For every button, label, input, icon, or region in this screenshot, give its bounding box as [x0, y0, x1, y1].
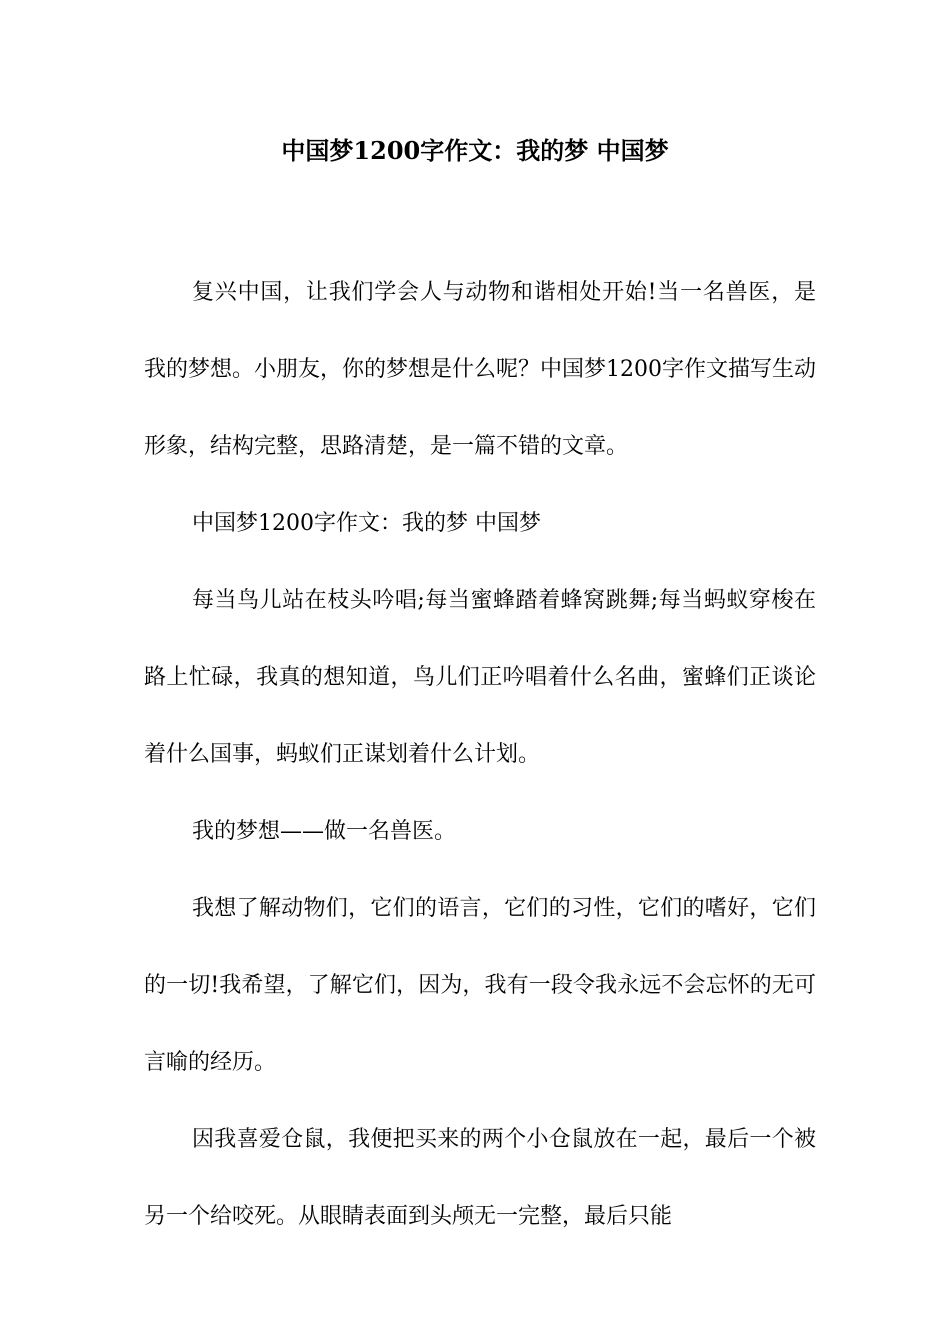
paragraph-subtitle: 中国梦1200字作文：我的梦 中国梦 [192, 511, 541, 536]
paragraph-hamster: 因我喜爱仓鼠，我便把买来的两个小仓鼠放在一起，最后一个被另一个给咬死。从眼睛表面到头颅无一完整，最后只能 [144, 1127, 816, 1229]
paragraph-dream: 我的梦想——做一名兽医。 [192, 819, 457, 844]
document-body [144, 254, 816, 1255]
document-title: 中国梦1200字作文：我的梦 中国梦 [281, 136, 669, 165]
paragraph-animals: 每当鸟儿站在枝头吟唱;每当蜜蜂踏着蜂窝跳舞;每当蚂蚁穿梭在路上忙碌，我真的想知道，鸟儿们正吟唱着什么名曲，蜜蜂们正谈论着什么国事，蚂蚁们正谋划着什么计划。 [144, 588, 816, 767]
paragraph-intro: 复兴中国，让我们学会人与动物和谐相处开始!当一名兽医，是我的梦想。小朋友，你的梦想是什么呢？中国梦1200字作文描写生动形象，结构完整，思路清楚，是一篇不错的文章。 [144, 280, 816, 459]
paragraph-understand: 我想了解动物们，它们的语言，它们的习性，它们的嗜好，它们的一切!我希望，了解它们，因为，我有一段令我永远不会忘怀的无可言喻的经历。 [144, 896, 816, 1075]
